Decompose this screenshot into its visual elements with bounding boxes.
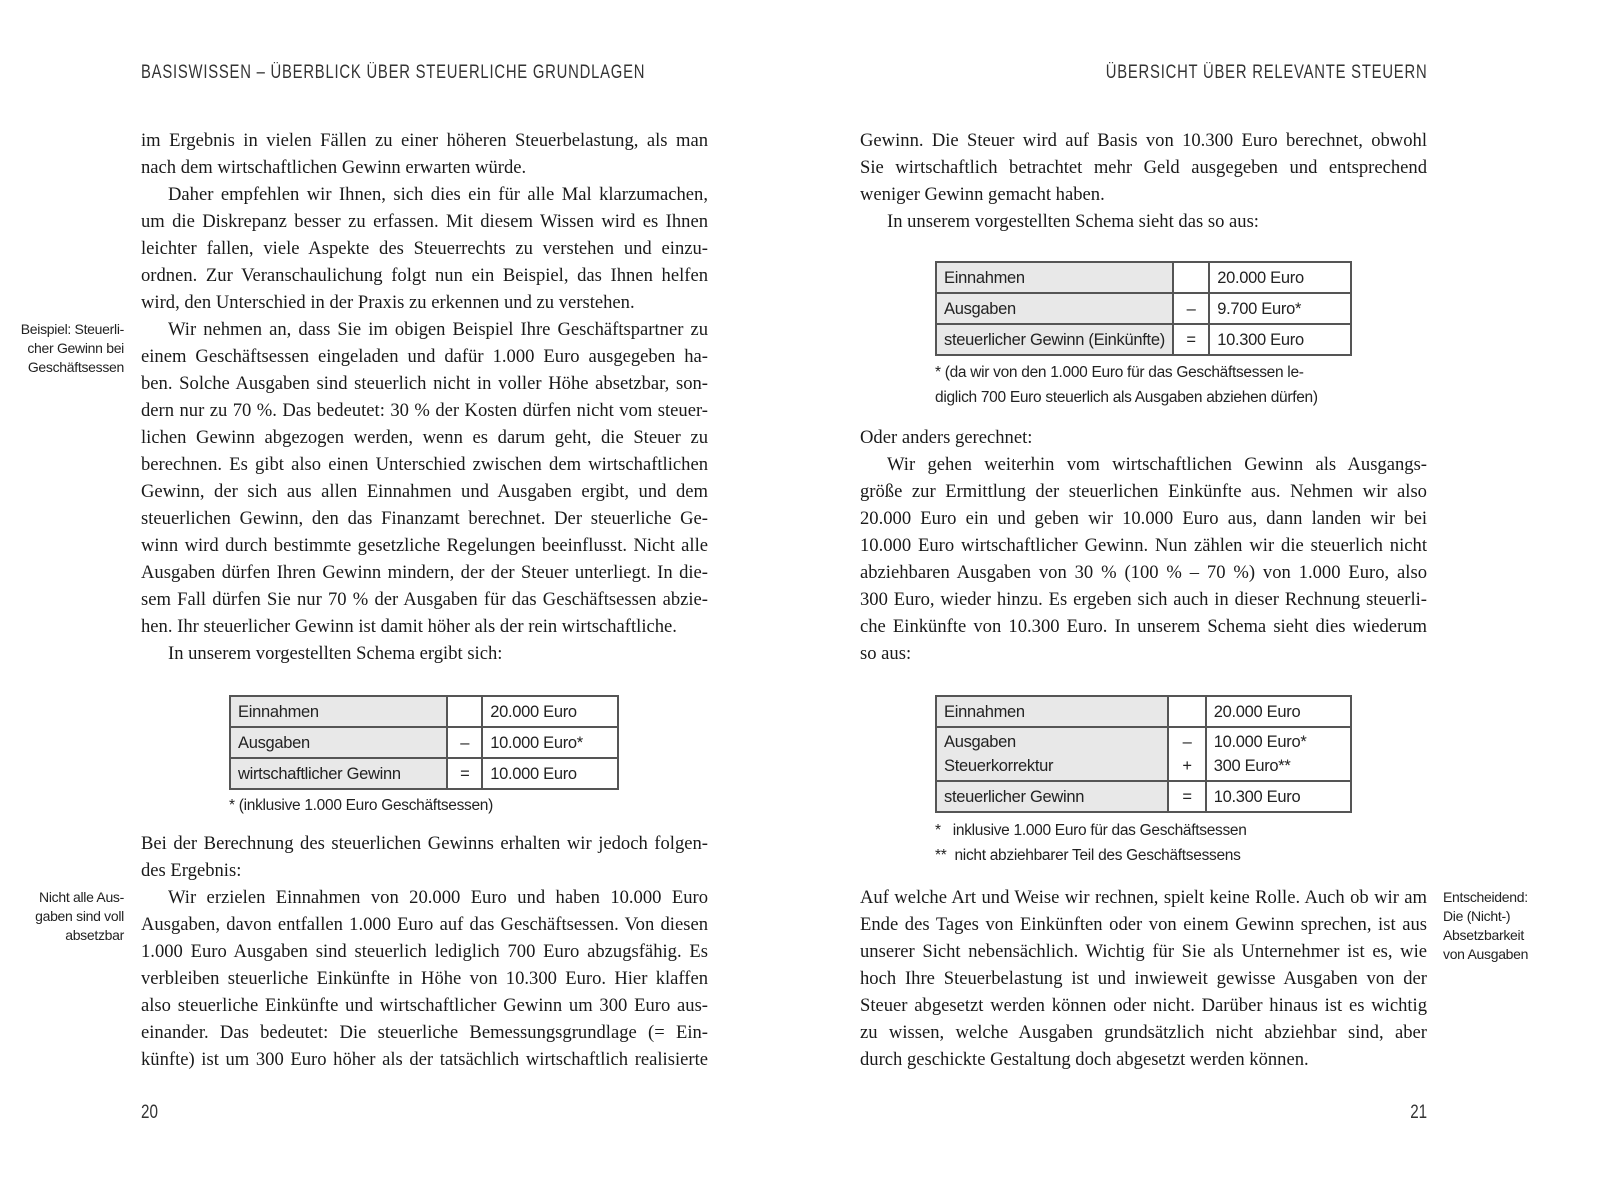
row-label-text: steuerlicher Gewinn (Einkünfte) xyxy=(944,330,1165,349)
text-line xyxy=(860,613,1427,640)
right-body-text-2 xyxy=(860,424,1427,667)
text-line xyxy=(141,316,708,343)
table-row xyxy=(936,293,1351,324)
text-line xyxy=(141,613,708,640)
text-line xyxy=(860,640,1427,667)
text-line xyxy=(860,127,1427,154)
row-operator-text: – xyxy=(1182,733,1192,751)
text-line xyxy=(141,208,708,235)
row-label xyxy=(936,262,1173,293)
row-label xyxy=(230,758,447,789)
margin-note-line: Beispiel: Steuerli- xyxy=(20,321,124,337)
margin-note-deductibility xyxy=(1443,888,1528,964)
text-line xyxy=(141,127,708,154)
right-schema-table-1 xyxy=(935,261,1352,356)
text-line-content: abziehbaren Ausgaben von 30 % (100 % – 70 %) von 1.000 Euro, also xyxy=(860,562,1428,583)
text-line xyxy=(860,884,1427,911)
text-line xyxy=(141,640,708,667)
text-line xyxy=(141,235,708,262)
row-operator xyxy=(1173,324,1209,355)
row-label xyxy=(936,293,1173,324)
row-value-text: 10.300 Euro xyxy=(1217,330,1304,349)
row-label-text: wirtschaftlicher Gewinn xyxy=(238,764,401,783)
left-schema-table xyxy=(229,695,619,790)
row-value xyxy=(1209,324,1351,355)
row-value-text: 20.000 Euro xyxy=(1213,702,1301,721)
row-value-text: 10.000 Euro* xyxy=(490,733,583,752)
row-value xyxy=(482,727,618,758)
text-line xyxy=(860,1019,1427,1046)
text-line xyxy=(141,830,708,857)
footnote-line: * inklusive 1.000 Euro für das Geschäftsessen xyxy=(935,822,1247,839)
text-line-content: Bei der Berechnung des steuerlichen Gewinns erhalten wir jedoch folgen- xyxy=(141,833,708,854)
row-value-text: 10.000 Euro* xyxy=(1213,733,1307,751)
text-line xyxy=(860,208,1427,235)
text-line xyxy=(141,505,708,532)
text-line-content: einander. Das bedeutet: Die steuerliche Bemessungsgrundlage (= Ein- xyxy=(141,1022,708,1043)
row-operator xyxy=(447,758,482,789)
left-table-footnote xyxy=(229,793,493,818)
text-line-content: Gewinn. Die Steuer wird auf Basis von 10.300 Euro berechnet, obwohl xyxy=(860,130,1427,151)
text-line xyxy=(860,992,1427,1019)
text-line xyxy=(141,451,708,478)
text-line xyxy=(141,857,708,884)
text-line xyxy=(141,1019,708,1046)
row-operator xyxy=(447,696,482,727)
row-label-text: Einnahmen xyxy=(944,702,1025,721)
right-table1-footnote xyxy=(935,360,1318,410)
margin-note-line: Nicht alle Aus- xyxy=(39,889,124,905)
row-operator xyxy=(1173,293,1209,324)
row-label xyxy=(936,324,1173,355)
text-line-content: Wir erzielen Einnahmen von 20.000 Euro und haben 10.000 Euro xyxy=(168,887,708,908)
text-line-content: lichen Gewinn abgezogen werden, wenn es darum geht, die Steuer zu xyxy=(141,427,708,448)
row-operator xyxy=(1173,262,1209,293)
paragraph xyxy=(860,451,1427,667)
text-line-content: 20.000 Euro ein und geben wir 10.000 Euro aus, dann landen wir bei xyxy=(860,508,1428,529)
text-line xyxy=(860,505,1427,532)
row-value-text: 20.000 Euro xyxy=(490,702,577,721)
text-line-content: weniger Gewinn gemacht haben. xyxy=(860,184,1105,205)
text-line-content: Wir gehen weiterhin vom wirtschaftlichen Gewinn als Ausgangs- xyxy=(887,454,1427,475)
table-row xyxy=(936,324,1351,355)
text-line-content: In unserem vorgestellten Schema ergibt sich: xyxy=(168,643,503,664)
row-value xyxy=(1209,262,1351,293)
table-row xyxy=(936,696,1351,727)
text-line xyxy=(860,938,1427,965)
text-line xyxy=(860,965,1427,992)
paragraph xyxy=(860,424,1427,451)
row-operator-text: = xyxy=(1186,330,1196,349)
text-line xyxy=(141,289,708,316)
footnote-line: * (da wir von den 1.000 Euro für das Geschäftsessen le- xyxy=(935,364,1304,381)
paragraph xyxy=(141,316,708,640)
row-value xyxy=(1206,781,1351,812)
text-line-content: sem Fall dürfen Sie nur 70 % der Ausgaben für das Geschäftsessen abzie- xyxy=(141,589,708,610)
text-line xyxy=(860,911,1427,938)
table-row xyxy=(230,696,618,727)
text-line xyxy=(141,911,708,938)
text-line-content: dern nur zu 70 %. Das bedeutet: 30 % der Kosten dürfen nicht vom steuer- xyxy=(141,400,708,421)
text-line xyxy=(141,559,708,586)
running-header-right: ÜBERSICHT ÜBER RELEVANTE STEUERN xyxy=(1105,62,1427,83)
text-line xyxy=(860,478,1427,505)
text-line-content: hoch Ihre Steuerbelastung ist und inwieweit gewisse Ausgaben von der xyxy=(860,968,1427,989)
row-value xyxy=(1209,293,1351,324)
running-header-left: BASISWISSEN – ÜBERBLICK ÜBER STEUERLICHE GRUNDLAGEN xyxy=(141,62,646,83)
text-line xyxy=(141,884,708,911)
text-line-content: Oder anders gerechnet: xyxy=(860,427,1033,448)
right-body-text-3 xyxy=(860,884,1427,1073)
text-line-content: 10.000 Euro wirtschaftlicher Gewinn. Nun zählen wir die steuerlich nicht xyxy=(860,535,1427,556)
text-line-content: so aus: xyxy=(860,643,912,664)
text-line xyxy=(141,586,708,613)
left-body-text-2 xyxy=(141,830,708,1073)
text-line xyxy=(860,424,1427,451)
text-line-content: zu wissen, welche Ausgaben grundsätzlich nicht abziehbar sind, aber xyxy=(860,1022,1427,1043)
row-label-text: Einnahmen xyxy=(238,702,319,721)
row-value-text: 9.700 Euro* xyxy=(1217,299,1302,318)
row-label-text: Ausgaben xyxy=(944,299,1016,318)
text-line xyxy=(141,262,708,289)
paragraph xyxy=(860,884,1427,1073)
text-line-content: künfte) ist um 300 Euro höher als der tatsächlich wirtschaftlich realisierte xyxy=(141,1049,708,1070)
footnote-line: ** nicht abziehbarer Teil des Geschäftsessens xyxy=(935,847,1241,864)
margin-note-line: gaben sind voll xyxy=(35,908,124,924)
row-value xyxy=(482,696,618,727)
margin-note-line: Geschäftsessen xyxy=(27,359,124,375)
paragraph xyxy=(860,127,1427,208)
text-line xyxy=(860,1046,1427,1073)
text-line-content: Gewinn, der sich aus allen Einnahmen und Ausgaben ergibt, und dem xyxy=(141,481,708,502)
text-line-content: Auf welche Art und Weise wir rechnen, spielt keine Rolle. Auch ob wir am xyxy=(860,887,1427,908)
page-number-left: 20 xyxy=(141,1102,158,1123)
row-value-text: 10.300 Euro xyxy=(1213,787,1301,806)
table-row xyxy=(936,727,1351,781)
text-line-content: verbleiben steuerliche Einkünfte in Höhe von 10.300 Euro. Hier klaffen xyxy=(141,968,709,989)
table-row xyxy=(230,758,618,789)
row-operator-text: = xyxy=(1182,787,1192,806)
text-line-content: Steuer abgesetzt werden können oder nicht. Darüber hinaus ist es wichtig xyxy=(860,995,1427,1016)
row-label xyxy=(936,781,1168,812)
text-line xyxy=(860,559,1427,586)
row-operator-text: = xyxy=(460,764,470,783)
text-line-content: einem Geschäftsessen eingeladen und dafür 1.000 Euro ausgegeben ha- xyxy=(141,346,708,367)
row-operator xyxy=(1168,781,1205,812)
row-label xyxy=(230,696,447,727)
paragraph xyxy=(141,884,708,1073)
margin-note-line: cher Gewinn bei xyxy=(27,340,124,356)
text-line-content: che Einkünfte von 10.300 Euro. In unserem Schema sieht dies wiederum xyxy=(860,616,1427,637)
text-line-content: Ende des Tages von Einkünften oder von einem Gewinn sprechen, ist aus xyxy=(860,914,1427,935)
text-line-content: leichter fallen, viele Aspekte des Steuerrechts zu verstehen und einzu- xyxy=(141,238,708,259)
margin-note-line: Entscheidend: xyxy=(1443,889,1528,905)
text-line-content: steuerlichen Gewinn, den das Finanzamt berechnet. Der steuerliche Ge- xyxy=(141,508,708,529)
row-value-text: 10.000 Euro xyxy=(490,764,577,783)
paragraph xyxy=(141,181,708,316)
row-operator xyxy=(1168,696,1205,727)
text-line-content: 300 Euro, wieder hinzu. Es ergeben sich auch in dieser Rechnung steuerli- xyxy=(860,589,1427,610)
text-line-content: durch geschickte Gestaltung doch abgesetzt werden können. xyxy=(860,1049,1309,1070)
right-schema-table-2 xyxy=(935,695,1352,813)
text-line xyxy=(141,478,708,505)
text-line-content: 1.000 Euro Ausgaben sind steuerlich lediglich 700 Euro abzugsfähig. Es xyxy=(141,941,708,962)
row-operator xyxy=(447,727,482,758)
row-operator xyxy=(1168,727,1205,781)
text-line xyxy=(860,181,1427,208)
table-row xyxy=(936,262,1351,293)
text-line-content: berechnen. Es gibt also einen Unterschied zwischen dem wirtschaftlichen xyxy=(141,454,708,475)
text-line xyxy=(141,532,708,559)
margin-note-line: Die (Nicht-) xyxy=(1443,908,1511,924)
table-row xyxy=(936,781,1351,812)
text-line-content: unserer Sicht nebensächlich. Wichtig für Sie als Unternehmer ist es, wie xyxy=(860,941,1427,962)
text-line-content: ordnen. Zur Veranschaulichung folgt nun ein Beispiel, das Ihnen helfen xyxy=(141,265,709,286)
text-line-content: Ausgaben dürfen Ihren Gewinn mindern, der der Steuer unterliegt. In die- xyxy=(141,562,708,583)
text-line xyxy=(860,532,1427,559)
row-label-text: steuerlicher Gewinn xyxy=(944,787,1085,806)
row-operator-text: – xyxy=(1186,299,1196,318)
text-line-content: ben. Solche Ausgaben sind steuerlich nicht in voller Höhe absetzbar, son- xyxy=(141,373,708,394)
row-label xyxy=(936,727,1168,781)
text-line-content: hen. Ihr steuerlicher Gewinn ist damit höher als der rein wirtschaftliche. xyxy=(141,616,677,637)
row-value xyxy=(1206,727,1351,781)
row-operator-text: – xyxy=(460,733,470,752)
text-line-content: wird, den Unterschied in der Praxis zu erkennen und zu verstehen. xyxy=(141,292,635,313)
row-value-text-2: 300 Euro** xyxy=(1213,757,1291,775)
margin-note-line: absetzbar xyxy=(65,927,124,943)
text-line xyxy=(141,370,708,397)
text-line xyxy=(141,938,708,965)
text-line xyxy=(141,154,708,181)
row-label xyxy=(936,696,1168,727)
footnote-line: * (inklusive 1.000 Euro Geschäftsessen) xyxy=(229,797,493,814)
paragraph xyxy=(141,640,708,667)
right-table2-footnotes xyxy=(935,818,1247,868)
row-label-text: Einnahmen xyxy=(944,268,1025,287)
text-line-content: im Ergebnis in vielen Fällen zu einer höheren Steuerbelastung, als man xyxy=(141,130,708,151)
left-body-text-1 xyxy=(141,127,708,667)
margin-note-example xyxy=(21,320,124,377)
paragraph xyxy=(141,830,708,884)
footnote-line: diglich 700 Euro steuerlich als Ausgaben abziehen dürfen) xyxy=(935,389,1318,406)
text-line-content: des Ergebnis: xyxy=(141,860,242,881)
text-line xyxy=(860,586,1427,613)
margin-note-line: von Ausgaben xyxy=(1443,946,1529,962)
text-line xyxy=(860,154,1427,181)
text-line-content: Daher empfehlen wir Ihnen, sich dies ein für alle Mal klarzumachen, xyxy=(168,184,708,205)
row-value xyxy=(482,758,618,789)
text-line-content: um die Diskrepanz besser zu erfassen. Mit diesem Wissen wird es Ihnen xyxy=(141,211,709,232)
row-label-text-2: Steuerkorrektur xyxy=(944,757,1054,775)
row-value-text: 20.000 Euro xyxy=(1217,268,1304,287)
text-line xyxy=(141,1046,708,1073)
right-body-text-1 xyxy=(860,127,1427,235)
text-line-content: In unserem vorgestellten Schema sieht das so aus: xyxy=(887,211,1259,232)
text-line xyxy=(141,965,708,992)
text-line xyxy=(141,181,708,208)
row-operator-text-2: + xyxy=(1182,757,1192,775)
row-label xyxy=(230,727,447,758)
text-line xyxy=(141,992,708,1019)
text-line-content: nach dem wirtschaftlichen Gewinn erwarten würde. xyxy=(141,157,527,178)
margin-note-line: Absetzbarkeit xyxy=(1443,927,1524,943)
text-line xyxy=(141,397,708,424)
paragraph xyxy=(860,208,1427,235)
text-line xyxy=(860,451,1427,478)
text-line-content: größe zur Ermittlung der steuerlichen Einkünfte aus. Nehmen wir also xyxy=(860,481,1427,502)
row-label-text: Ausgaben xyxy=(944,733,1016,751)
text-line-content: Ausgaben, davon entfallen 1.000 Euro auf das Geschäftsessen. Von diesen xyxy=(141,914,708,935)
text-line xyxy=(141,424,708,451)
row-label-text: Ausgaben xyxy=(238,733,310,752)
table-row xyxy=(230,727,618,758)
text-line-content: winn wird durch bestimmte gesetzliche Regelungen beeinflusst. Nicht alle xyxy=(141,535,708,556)
text-line-content: Sie wirtschaftlich betrachtet mehr Geld ausgegeben und entsprechend xyxy=(860,157,1427,178)
margin-note-not-deductible xyxy=(35,888,124,945)
text-line xyxy=(141,343,708,370)
row-value xyxy=(1206,696,1351,727)
text-line-content: Wir nehmen an, dass Sie im obigen Beispiel Ihre Geschäftspartner zu xyxy=(168,319,708,340)
paragraph xyxy=(141,127,708,181)
text-line-content: also steuerliche Einkünfte und wirtschaftlicher Gewinn um 300 Euro aus- xyxy=(141,995,708,1016)
page-number-right: 21 xyxy=(1410,1102,1427,1123)
